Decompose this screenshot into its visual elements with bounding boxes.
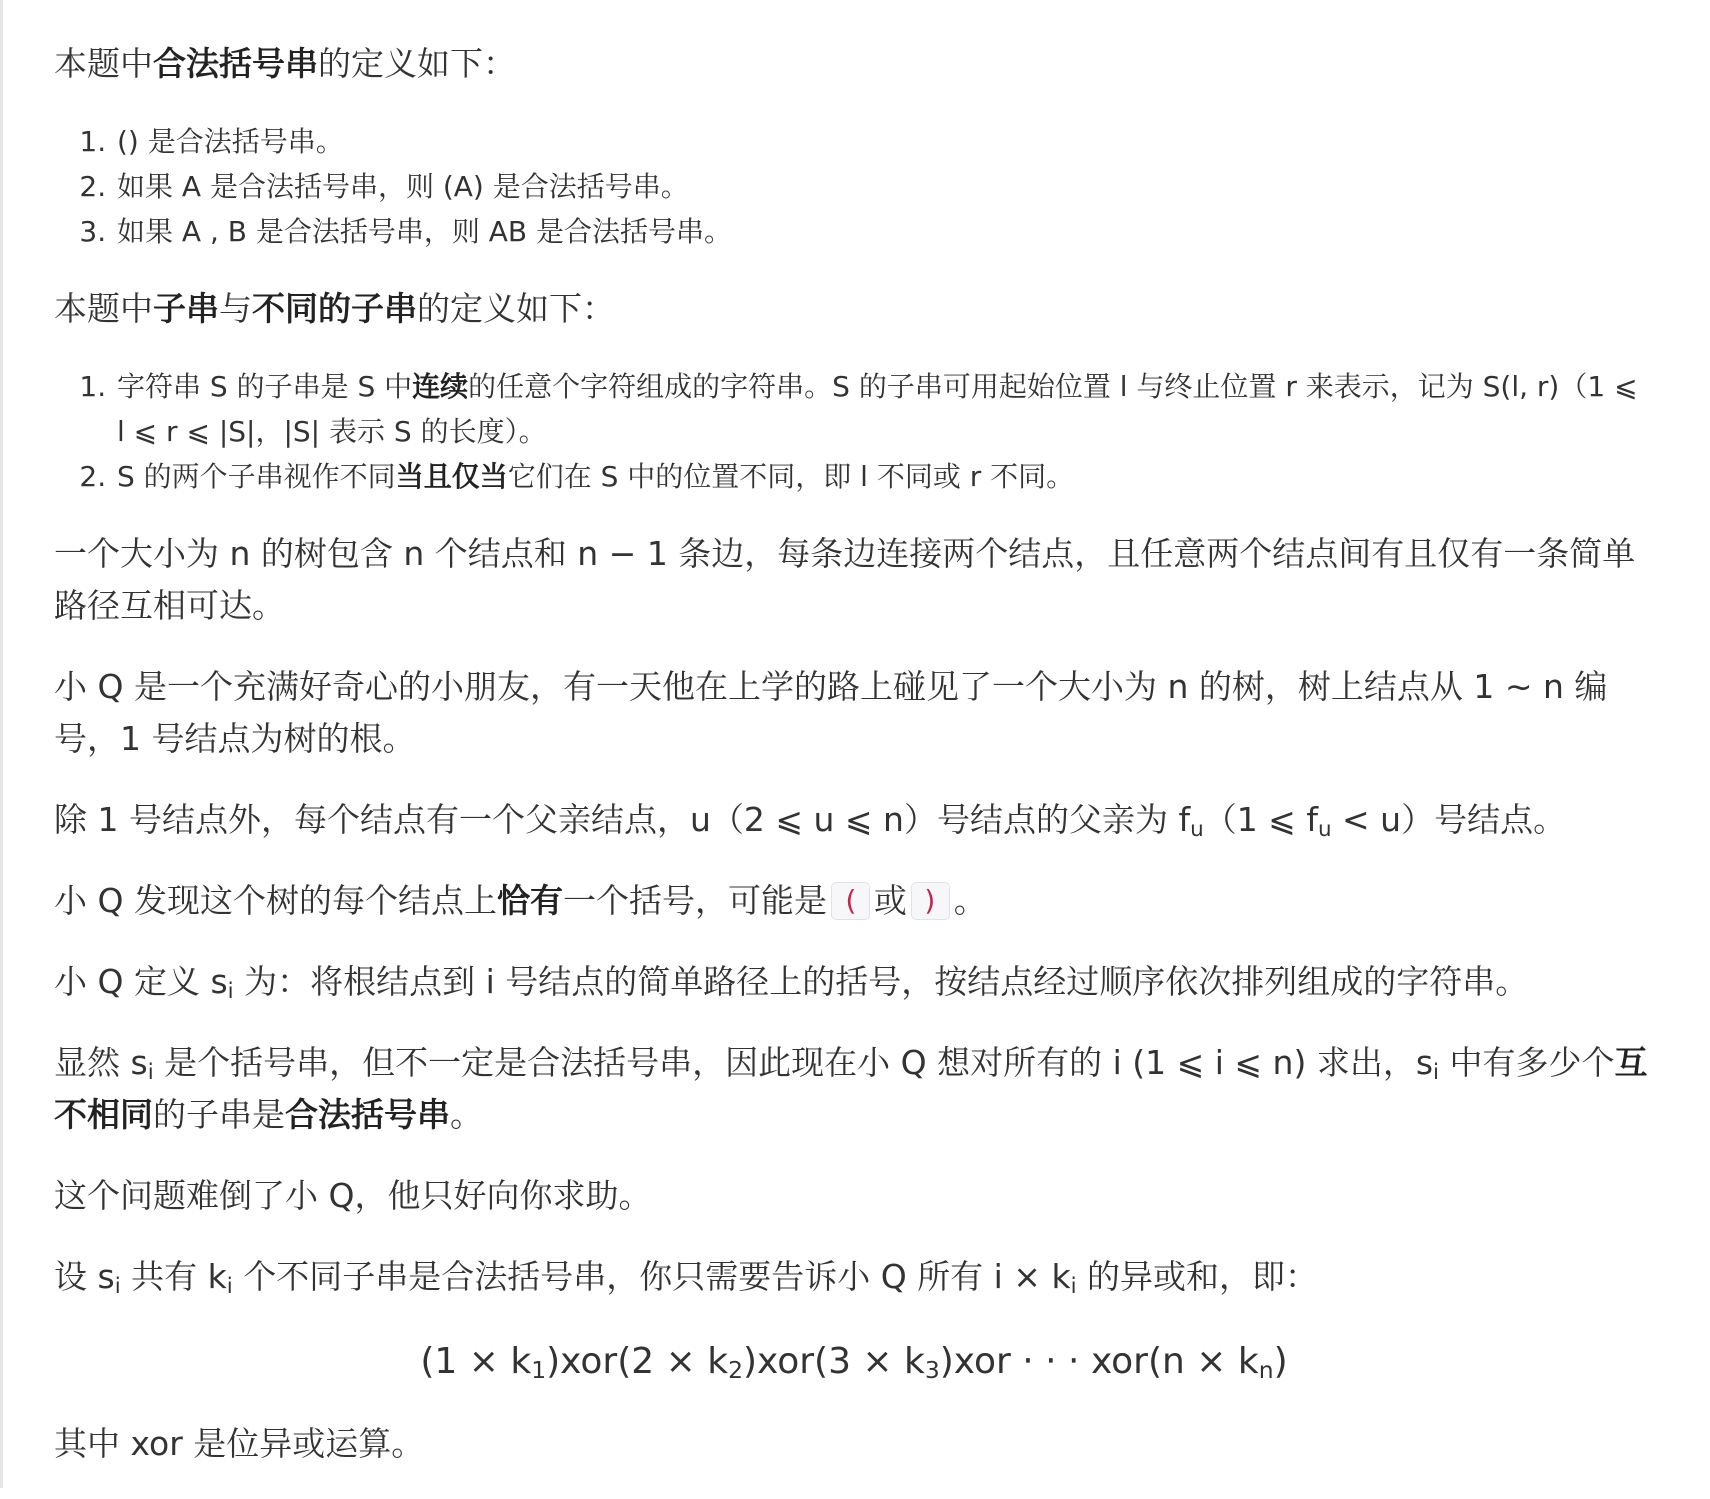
help-paragraph: 这个问题难倒了小 Q，他只好向你求助。 — [54, 1176, 652, 1215]
parent-definition: 除 1 号结点外，每个结点有一个父亲结点，u（2 ⩽ u ⩽ n）号结点的父亲为 $f_u(1$ ⩽ $f_u < u$）号结点。 — [54, 800, 1567, 842]
legal-definition-intro: 本题中合法括号串的定义如下： — [54, 44, 516, 83]
bracket-paragraph: 小 Q 发现这个树的每个结点上恰有一个括号，可能是 ( 或 ) 。 — [54, 881, 987, 920]
substring-definition-list — [54, 364, 1654, 499]
list-item: 3. 如果 A , B 是合法括号串，则 AB 是合法括号串。 — [115, 209, 1654, 254]
list-item: 2. S 的两个子串视作不同当且仅当它们在 S 中的位置不同，即 l 不同或 r 不同。 — [115, 454, 1654, 499]
s-definition: 小 Q 定义 $s_i$ 为：将根结点到 i 号结点的简单路径上的括号，按结点经过顺序依次排列组成的字符串。 — [54, 962, 1529, 1004]
tree-definition: 一个大小为 n 的树包含 n 个结点和 n − 1 条边，每条边连接两个结点，且任意两个结点间有且仅有一条简单路径互相可达。 — [54, 534, 1636, 625]
substring-definition-intro: 本题中子串与不同的子串的定义如下： — [54, 289, 615, 328]
close-paren-code: ) — [911, 882, 950, 920]
problem-statement — [54, 38, 1654, 1499]
list-item: 1. () 是合法括号串。 — [115, 119, 1654, 164]
story-paragraph: 小 Q 是一个充满好奇心的小朋友，有一天他在上学的路上碰见了一个大小为 n 的树，树上结点从 1 ∼ n 编号，1 号结点为树的根。 — [54, 667, 1608, 758]
list-item: 1. 字符串 S 的子串是 S 中连续的任意个字符组成的字符串。S 的子串可用起始位置 l 与终止位置 r 来表示，记为 S(l, r)（1 ⩽ l ⩽ r ⩽ |S|，|S| 表示 S 的长度）。 — [115, 364, 1654, 454]
list-item: 2. 如果 A 是合法括号串，则 (A) 是合法括号串。 — [115, 164, 1654, 209]
output-paragraph: 设 $s_i$ 共有 $k_i$ 个不同子串是合法括号串，你只需要告诉小 Q 所有 $i \times k_i$ 的异或和，即： — [54, 1257, 1319, 1299]
xor-note: 其中 xor 是位异或运算。 — [54, 1424, 425, 1463]
task-paragraph: 显然 $s_i$ 是个括号串，但不一定是合法括号串，因此现在小 Q 想对所有的 i (1 ⩽ i ⩽ n) 求出，$s_i$ 中有多少个互不相同的子串是合法括号串。 — [54, 1043, 1648, 1134]
open-paren-code: ( — [831, 882, 870, 920]
legal-definition-list — [54, 119, 1654, 254]
xor-formula: $(1 \times k_1)xor(2 \times k_2)xor(3 \times k_3)xor$ ⋅ ⋅ ⋅ $xor(n \times k_n)$ — [420, 1341, 1288, 1384]
left-border — [0, 0, 3, 1488]
